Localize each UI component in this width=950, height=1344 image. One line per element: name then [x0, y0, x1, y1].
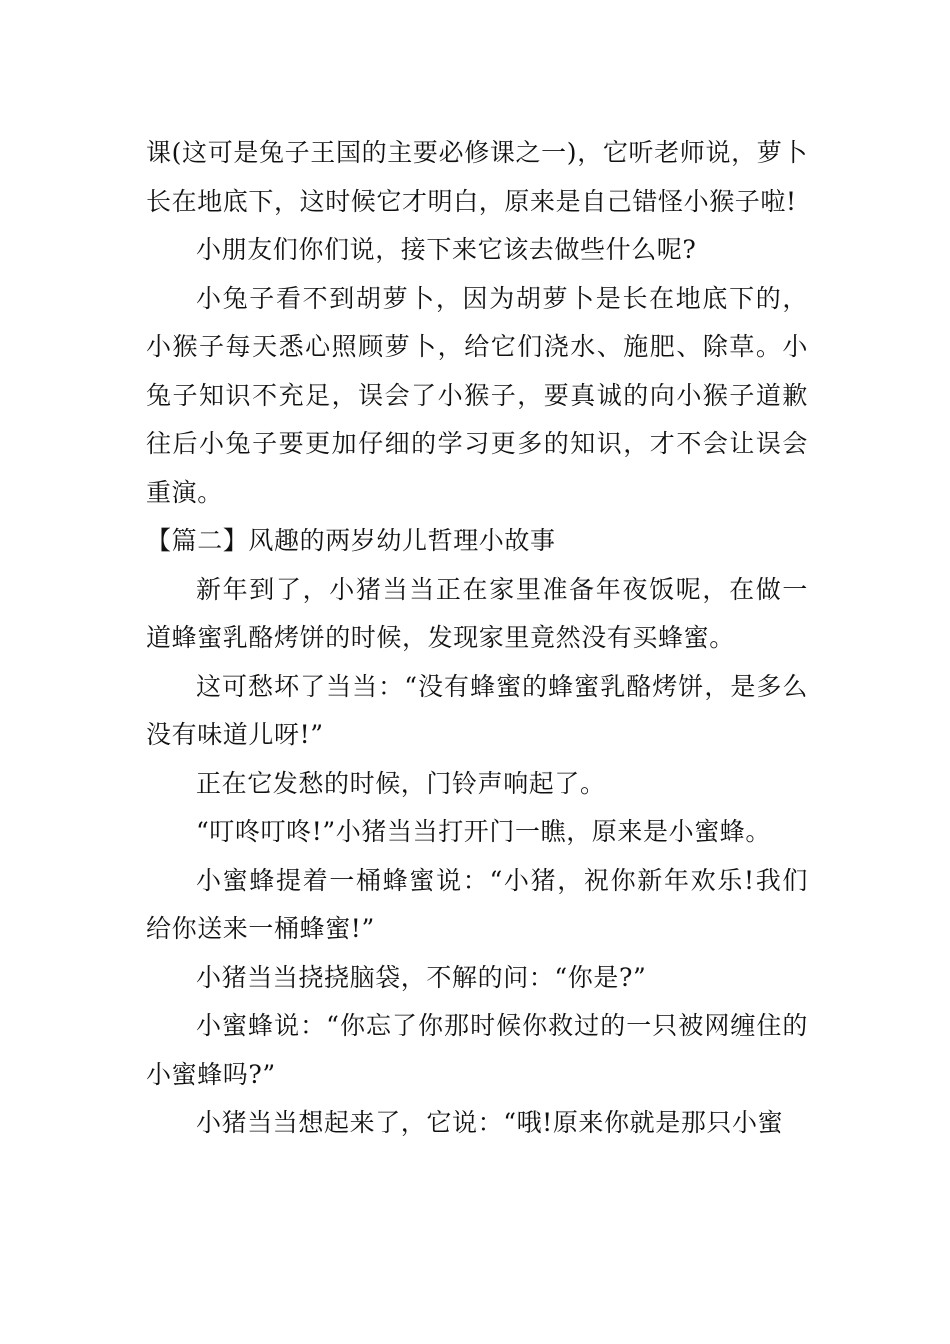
story-paragraph-3: 正在它发愁的时候，门铃声响起了。 — [196, 768, 606, 798]
document-body — [146, 129, 808, 1148]
story-paragraph-5: 小蜜蜂提着一桶蜂蜜说：“小猪，祝你新年欢乐!我们给你送来一桶蜂蜜!” — [146, 865, 808, 943]
paragraph-question: 小朋友们你们说，接下来它该去做些什么呢? — [196, 235, 697, 264]
story-paragraph-4: “叮咚叮咚!”小猪当当打开门一瞧，原来是小蜜蜂。 — [196, 817, 772, 846]
story-paragraph-8: 小猪当当想起来了，它说：“哦!原来你就是那只小蜜 — [196, 1108, 784, 1137]
story-paragraph-2: 这可愁坏了当当：“没有蜂蜜的蜂蜜乳酪烤饼，是多么没有味道儿呀!” — [146, 671, 808, 749]
paragraph-moral: 小兔子看不到胡萝卜，因为胡萝卜是长在地底下的，小猴子每天悉心照顾萝卜，给它们浇水、施肥、除草。小兔子知识不充足，误会了小猴子，要真诚的向小猴子道歉往后小兔子要更加仔细的学习更多的知识，才不会让误会重演。 — [146, 283, 808, 507]
paragraph-continuation: 课(这可是兔子王国的主要必修课之一)，它听老师说，萝卜长在地底下，这时候它才明白，原来是自己错怪小猴子啦! — [146, 138, 808, 216]
story-paragraph-7: 小蜜蜂说：“你忘了你那时候你救过的一只被网缠住的小蜜蜂吗?” — [146, 1011, 808, 1089]
story-paragraph-6: 小猪当当挠挠脑袋，不解的问：“你是?” — [196, 962, 647, 992]
section-heading: 【篇二】风趣的两岁幼儿哲理小故事 — [146, 526, 556, 555]
story-paragraph-1: 新年到了，小猪当当正在家里准备年夜饭呢，在做一道蜂蜜乳酪烤饼的时候，发现家里竟然没有买蜂蜜。 — [146, 574, 808, 652]
